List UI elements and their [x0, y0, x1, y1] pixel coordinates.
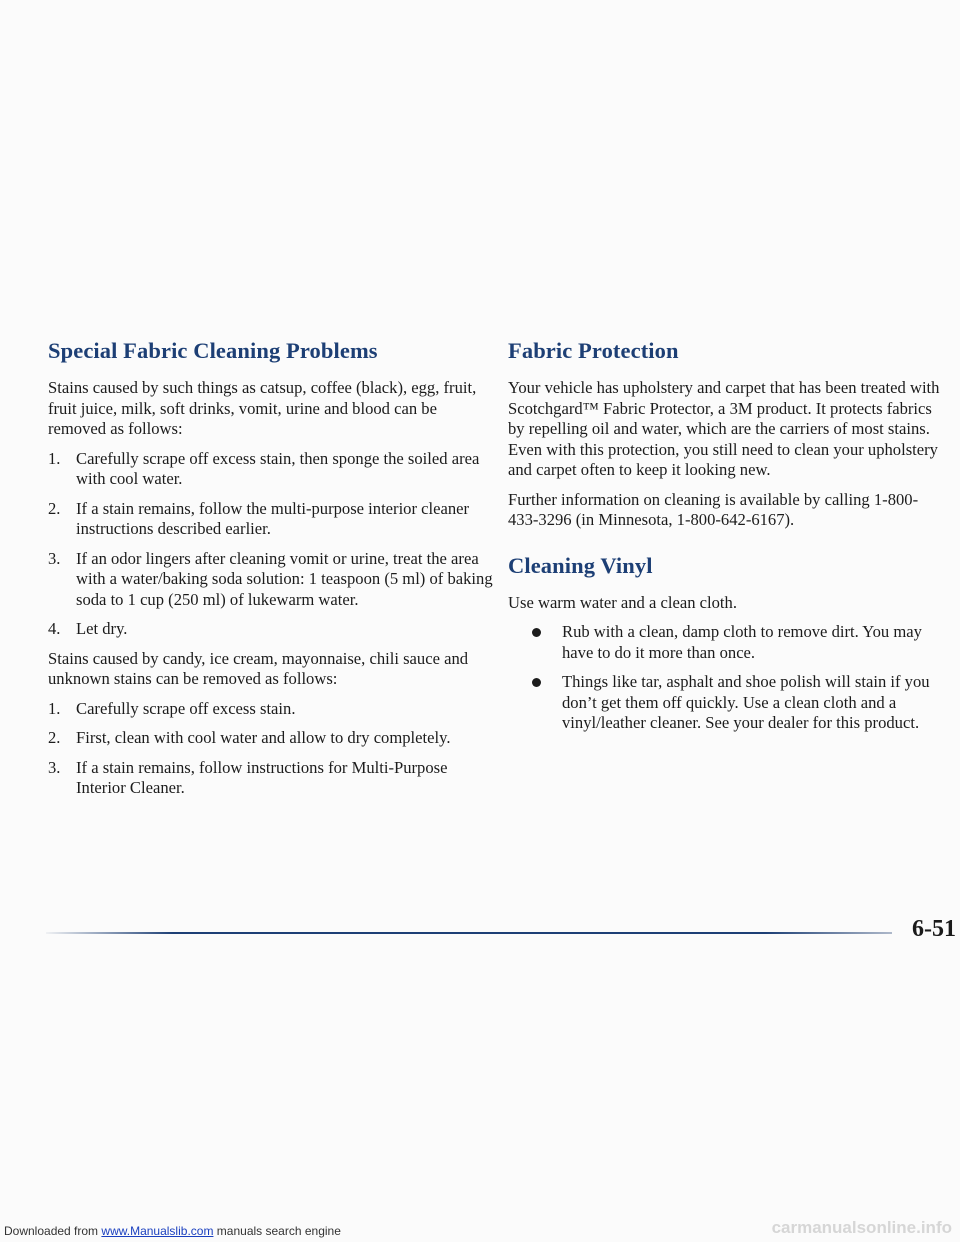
list-item: 2. First, clean with cool water and allow to dry completely.	[48, 728, 451, 747]
list-item: 4. Let dry.	[48, 619, 128, 638]
list-item: 1. Carefully scrape off excess stain.	[48, 698, 296, 718]
list-item: 2. If a stain remains, follow the multi-purpose interior cleaner instructions described earlier.	[48, 498, 470, 538]
fabric-protection-paragraph: Your vehicle has upholstery and carpet that has been treated with Scotchgard™ Fabric Protector, a 3M product. It protects fabrics by repelling oil and water, which are the carriers of most stains. Even with this protection, you still need to clean your upholstery and carpet often to keep it looking new.	[508, 378, 940, 479]
numbered-list-1	[48, 449, 498, 640]
heading-fabric-protection: Fabric Protection	[508, 338, 679, 363]
heading-cleaning-vinyl: Cleaning Vinyl	[508, 552, 653, 578]
right-column	[508, 338, 948, 743]
list-item: 1. Carefully scrape off excess stain, then sponge the soiled area with cool water.	[48, 448, 480, 488]
manualslib-link[interactable]: www.Manualslib.com	[101, 1224, 214, 1238]
intro-paragraph-2: Stains caused by candy, ice cream, mayonnaise, chili sauce and unknown stains can be removed as follows:	[48, 648, 469, 688]
list-item: Rub with a clean, damp cloth to remove dirt. You may have to do it more than once.	[508, 622, 948, 663]
intro-paragraph-1: Stains caused by such things as catsup, coffee (black), egg, fruit, fruit juice, milk, soft drinks, vomit, urine and blood can be removed as follows:	[48, 378, 477, 438]
heading-special-fabric-cleaning: Special Fabric Cleaning Problems	[48, 338, 378, 363]
bullet-icon	[532, 628, 541, 637]
further-information-paragraph: Further information on cleaning is available by calling 1-800-433-3296 (in Minnesota, 1-800-642-6167).	[508, 489, 919, 529]
watermark: carmanualsonline.info	[771, 1218, 952, 1237]
list-item: 3. If an odor lingers after cleaning vomit or urine, treat the area with a water/baking soda solution: 1 teaspoon (5 ml) of baking soda to 1 cup (250 ml) of lukewarm water.	[48, 548, 493, 609]
left-column	[48, 338, 498, 808]
footer-rule	[46, 932, 892, 934]
list-item: Things like tar, asphalt and shoe polish will stain if you don’t get them off quickly. Use a clean cloth and a vinyl/leather cleaner. See your dealer for this product.	[508, 672, 948, 734]
vinyl-bullet-list	[508, 622, 948, 734]
list-item: 3. If a stain remains, follow instructions for Multi-Purpose Interior Cleaner.	[48, 757, 448, 797]
bullet-icon	[532, 678, 541, 687]
page-number: 6-51	[912, 916, 956, 942]
download-banner: Downloaded from www.Manualslib.com manuals search engine	[4, 1224, 341, 1238]
vinyl-intro-paragraph: Use warm water and a clean cloth.	[508, 592, 737, 612]
numbered-list-2	[48, 699, 498, 799]
